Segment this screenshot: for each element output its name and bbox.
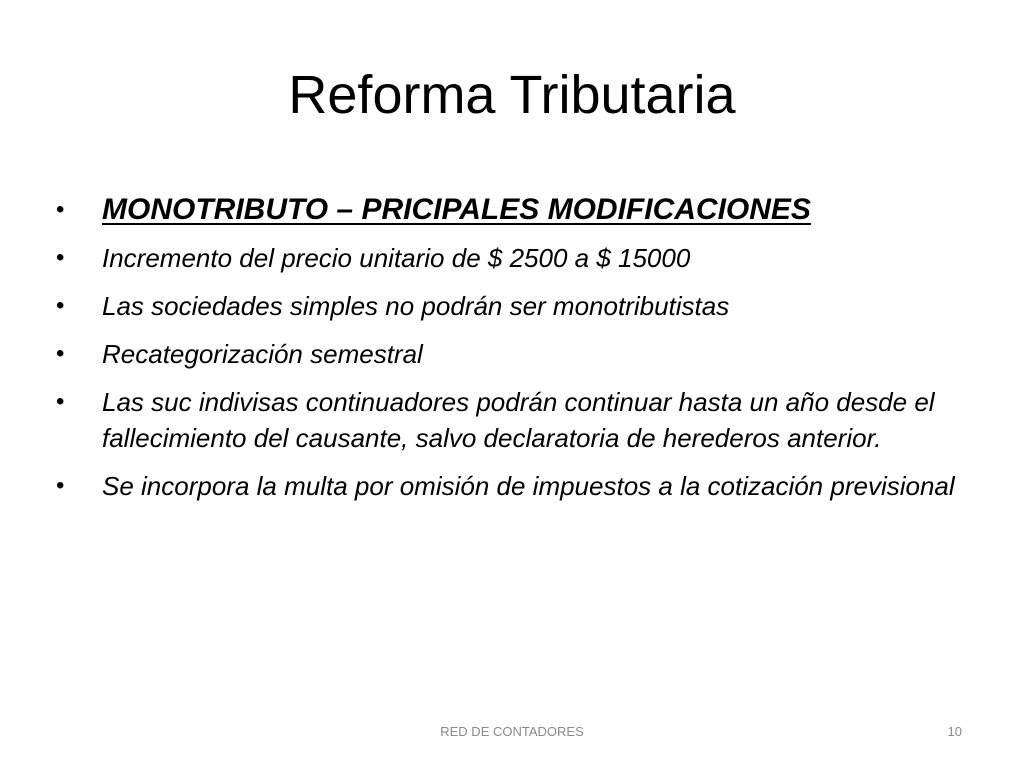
slide-title: Reforma Tributaria: [288, 65, 736, 125]
bullet-text: Las sociedades simples no podrán ser monotributistas: [102, 291, 730, 321]
bullet-item-heading: [56, 190, 976, 230]
bullet-text: Recategorización semestral: [102, 339, 423, 369]
page-number: 10: [947, 724, 962, 739]
bullet-item: [56, 384, 976, 456]
bullet-item: [56, 468, 976, 504]
bullet-dot-icon: •: [56, 388, 65, 415]
bullet-text: MONOTRIBUTO – PRICIPALES MODIFICACIONES: [102, 193, 811, 226]
bullet-item: [56, 240, 976, 276]
bullet-dot-icon: •: [56, 340, 65, 367]
bullet-list: [56, 190, 976, 516]
bullet-dot-icon: •: [56, 244, 65, 271]
bullet-item: [56, 336, 976, 372]
bullet-text: Se incorpora la multa por omisión de impuestos a la cotización previsional: [102, 471, 955, 501]
bullet-dot-icon: •: [56, 196, 65, 223]
bullet-item: [56, 288, 976, 324]
bullet-dot-icon: •: [56, 292, 65, 319]
bullet-dot-icon: •: [56, 472, 65, 499]
bullet-text: Incremento del precio unitario de $ 2500 a $ 15000: [102, 243, 691, 273]
bullet-text: Las suc indivisas continuadores podrán continuar hasta un año desde el fallecimiento del causante, salvo declaratoria de herederos anterior.: [102, 387, 935, 453]
footer-text: RED DE CONTADORES: [440, 724, 584, 739]
